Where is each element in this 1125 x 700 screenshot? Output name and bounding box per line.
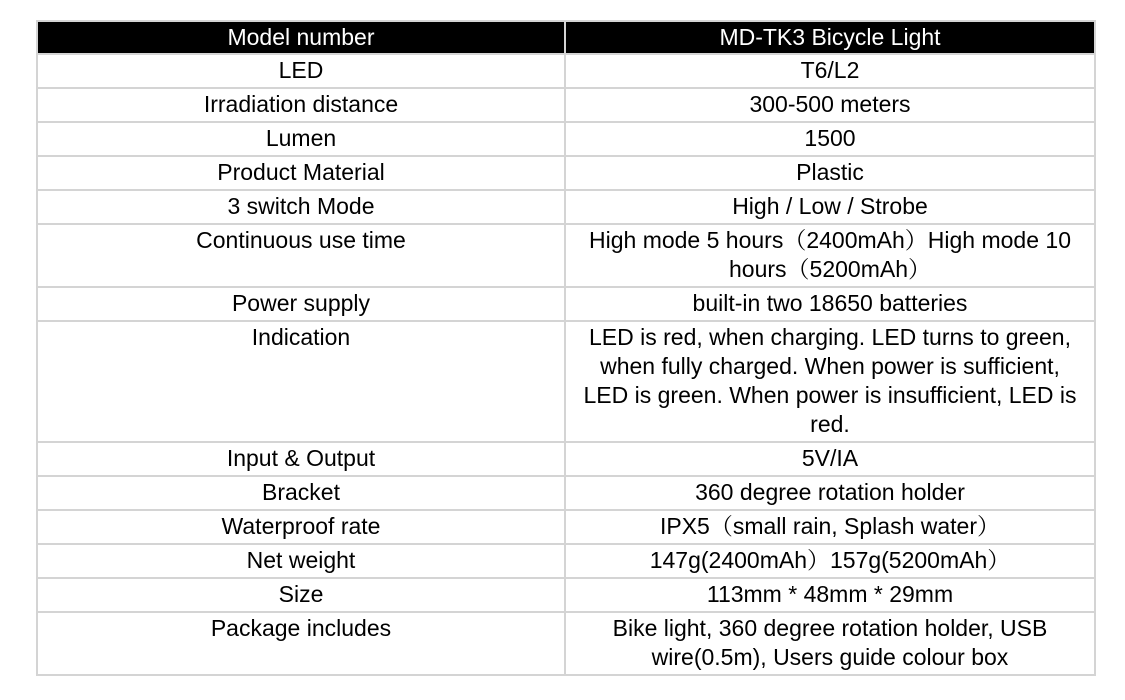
table-row [37,190,1095,224]
spec-value-cell: High / Low / Strobe [565,190,1095,224]
spec-label-cell: Indication [37,321,565,442]
spec-label-cell: Continuous use time [37,224,565,287]
spec-label-cell: Package includes [37,612,565,675]
spec-value-cell: Bike light, 360 degree rotation holder, USB wire(0.5m), Users guide colour box [565,612,1095,675]
spec-label-cell: 3 switch Mode [37,190,565,224]
spec-table-header [37,21,1095,54]
header-label-cell: Model number [37,21,565,54]
spec-label-cell: Waterproof rate [37,510,565,544]
spec-value-cell: T6/L2 [565,54,1095,88]
spec-label-cell: Net weight [37,544,565,578]
table-row [37,612,1095,675]
spec-table-body [37,54,1095,675]
table-row [37,510,1095,544]
table-row [37,321,1095,442]
spec-label-cell: Input & Output [37,442,565,476]
header-row [37,21,1095,54]
spec-value-cell: 113mm * 48mm * 29mm [565,578,1095,612]
spec-table [36,20,1096,676]
spec-label-cell: Product Material [37,156,565,190]
spec-label-cell: Irradiation distance [37,88,565,122]
table-row [37,578,1095,612]
table-row [37,442,1095,476]
spec-label-cell: LED [37,54,565,88]
spec-label-cell: Size [37,578,565,612]
table-row [37,88,1095,122]
spec-value-cell: 300-500 meters [565,88,1095,122]
spec-value-cell: Plastic [565,156,1095,190]
spec-label-cell: Power supply [37,287,565,321]
spec-value-cell: IPX5（small rain, Splash water） [565,510,1095,544]
header-value-cell: MD-TK3 Bicycle Light [565,21,1095,54]
table-row [37,476,1095,510]
spec-value-cell: built-in two 18650 batteries [565,287,1095,321]
table-row [37,544,1095,578]
spec-value-cell: 1500 [565,122,1095,156]
table-row [37,156,1095,190]
spec-value-cell: 147g(2400mAh）157g(5200mAh） [565,544,1095,578]
spec-label-cell: Lumen [37,122,565,156]
spec-label-cell: Bracket [37,476,565,510]
table-row [37,54,1095,88]
spec-value-cell: 5V/IA [565,442,1095,476]
spec-value-cell: LED is red, when charging. LED turns to green, when fully charged. When power is sufficient, LED is green. When power is insufficient, LED is red. [565,321,1095,442]
table-row [37,224,1095,287]
spec-value-cell: 360 degree rotation holder [565,476,1095,510]
table-row [37,122,1095,156]
spec-value-cell: High mode 5 hours（2400mAh）High mode 10 hours（5200mAh） [565,224,1095,287]
table-row [37,287,1095,321]
